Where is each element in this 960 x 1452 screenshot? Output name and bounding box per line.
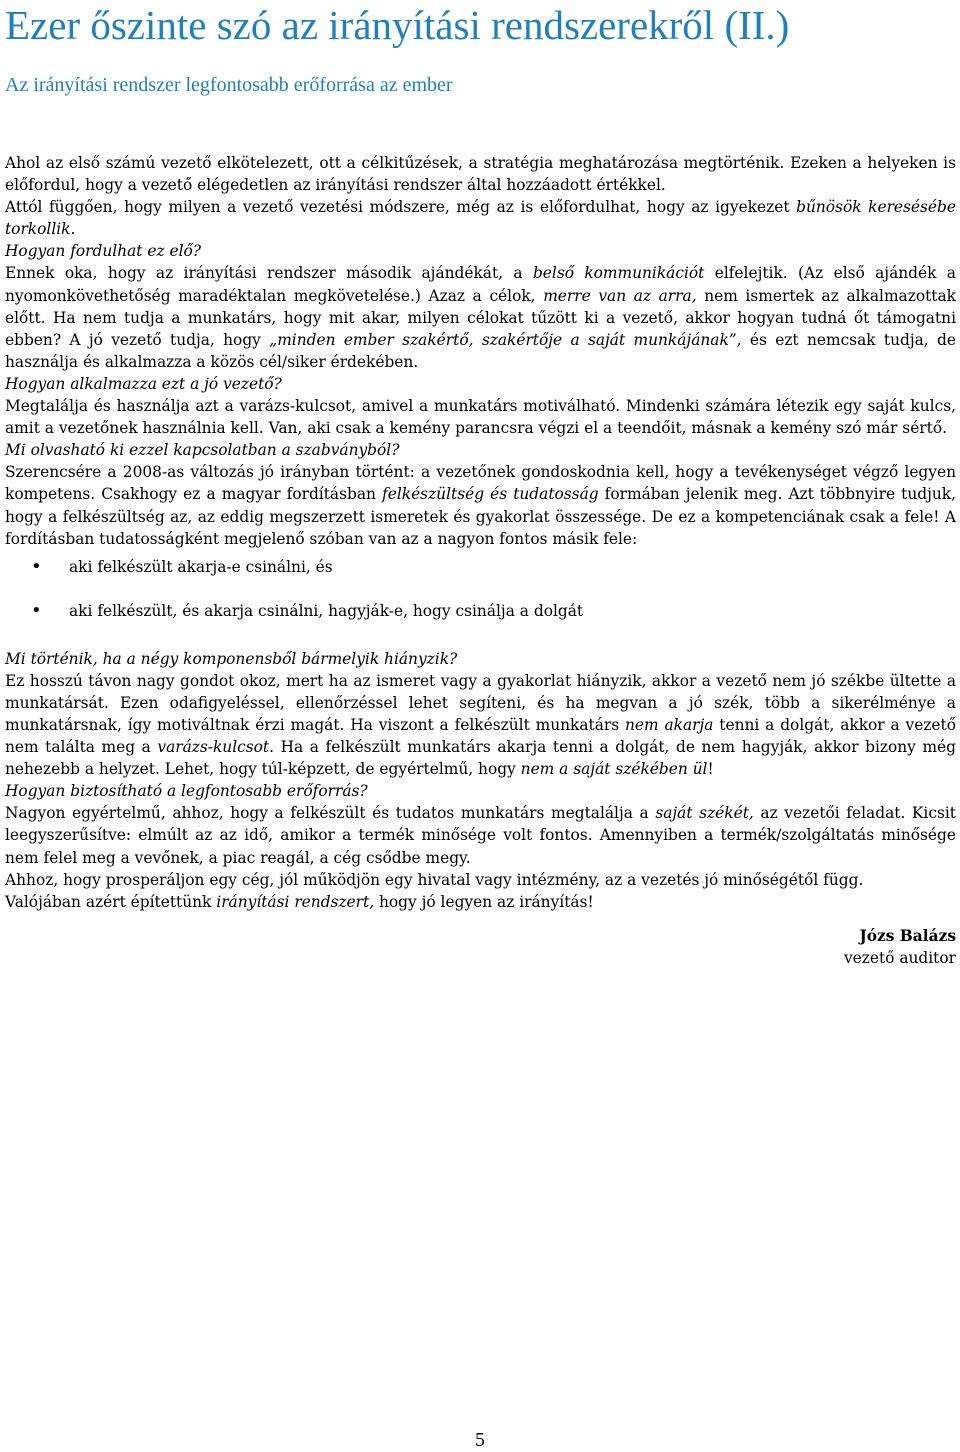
text-run: tenni a dolgát, akkor a vezető nem találta meg a bbox=[5, 715, 956, 757]
text-run: Szerencsére a 2008-as változás jó irányban történt: a vezetőnek gondoskodnia kell, hogy a tevékenységet végző legyen kompetens. Csakhogy ez a magyar fordításban bbox=[5, 463, 956, 504]
text-run: ! bbox=[707, 760, 714, 779]
paragraph-prosperity: Ahhoz, hogy prosperáljon egy cég, jól működjön egy hivatal vagy intézmény, az a vezetés jó minőségétől függ. bbox=[5, 870, 864, 889]
emphasis-text: bűnösök keresésébe torkollik. bbox=[5, 198, 957, 239]
paragraph-method bbox=[5, 196, 956, 240]
text-run: Attól függően, hogy milyen a vezető vezetési módszere, még az is előfordulhat, hogy az igyekezet bbox=[5, 198, 797, 217]
text-run: , és ezt nemcsak tudja, de használja és alkalmazza a közös cél/siker érdekében. bbox=[5, 330, 956, 371]
emphasis-quote: „minden ember szakértő, szakértője a saját munkájának” bbox=[269, 330, 737, 349]
text-run: elfelejtik. (Az első ajándék a nyomonkövethetőség maradéktalan megkövetelése.) Azaz a célok, bbox=[5, 264, 956, 305]
text-run: Ez hosszú távon nagy gondot okoz, mert ha az ismeret vagy a gyakorlat hiányzik, akkor a vezető nem jó székbe ültette a munkatársát. Ezen odafigyeléssel, ellenőrzéssel lehet segíteni, és ha megvan a jó szék, több a sikerélménye a munkatársnak, így motiváltnak érzi magát. Ha viszont a felkészült munkatárs bbox=[5, 671, 956, 734]
signature-block bbox=[5, 925, 956, 969]
emphasis-text: irányítási rendszert, bbox=[216, 892, 375, 911]
author-name: Józs Balázs bbox=[859, 926, 956, 945]
emphasis-text: felkészültség és tudatosság bbox=[382, 485, 599, 504]
question-4: Mi történik, ha a négy komponensből bármelyik hiányzik? bbox=[5, 649, 458, 668]
article-title: Ezer őszinte szó az irányítási rendszerekről (II.) bbox=[5, 2, 790, 48]
text-run: nem ismertek az alkalmazottak előtt. Ha nem tudja a munkatárs, hogy mit akar, milyen célokat tűzött ki a vezető, akkor hogyan tudná őt támogatni ebben? A jó vezető tudja, hogy bbox=[5, 286, 956, 349]
text-run: Valójában azért építettünk bbox=[5, 892, 217, 911]
question-5: Hogyan biztosítható a legfontosabb erőforrás? bbox=[5, 782, 368, 801]
text-run: hogy jó legyen az irányítás! bbox=[374, 892, 594, 911]
question-3: Mi olvasható ki ezzel kapcsolatban a szabványból? bbox=[5, 441, 400, 460]
paragraph-intro: Ahol az első számú vezető elkötelezett, ott a célkitűzések, a stratégia meghatározása megtörténik. Ezeken a helyeken is előfordul, hogy a vezető elégedetlen az irányítási rendszer által hozzáadott értékkel. bbox=[5, 154, 956, 195]
list-item: • aki felkészült akarja-e csinálni, és bbox=[5, 556, 956, 578]
text-run: az vezetői feladat. Kicsit leegyszerűsítve: elmúlt az az idő, amikor a termék minősége volt fontos. Amennyiben a termék/szolgáltatás minősége nem felel meg a vevőnek, a piac reagál, a cég csődbe megy. bbox=[5, 804, 956, 867]
emphasis-text: nem a saját székében ül bbox=[520, 760, 708, 779]
emphasis-text: merre van az arra, bbox=[543, 286, 697, 305]
paragraph-motivation: Megtalálja és használja azt a varázs-kulcsot, amivel a munkatárs motiválható. Mindenki számára létezik egy saját kulcs, amit a vezetőnek használnia kell. Van, aki csak a kemény parancsra végzi el a teendőit, másnak a kemény szó már sértő. bbox=[5, 397, 956, 438]
emphasis-text: varázs-kulcsot. bbox=[157, 738, 275, 757]
text-run: Ha a felkészült munkatárs akarja tenni a dolgát, de nem hagyják, akkor bizony még nehezebb a helyzet. Lehet, hogy túl-képzett, de egyértelmű, hogy bbox=[5, 738, 956, 779]
author-role: vezető auditor bbox=[843, 948, 956, 967]
list-item: • aki felkészült, és akarja csinálni, hagyják-e, hogy csinálja a dolgát bbox=[5, 600, 956, 622]
bullet-list bbox=[5, 556, 956, 622]
text-run: Ennek oka, hogy az irányítási rendszer második ajándékát, a bbox=[5, 264, 533, 283]
question-1: Hogyan fordulhat ez elő? bbox=[5, 242, 202, 261]
article-page bbox=[5, 0, 956, 969]
paragraph-resource bbox=[5, 802, 956, 868]
paragraph-conclusion bbox=[5, 891, 956, 913]
emphasis-text: belső kommunikációt bbox=[532, 264, 705, 283]
question-2: Hogyan alkalmazza ezt a jó vezető? bbox=[5, 374, 282, 393]
emphasis-text: nem akarja bbox=[625, 715, 714, 734]
paragraph-communication bbox=[5, 262, 956, 372]
emphasis-text: saját székét, bbox=[655, 804, 754, 823]
article-body bbox=[5, 152, 956, 969]
page-number: 5 bbox=[475, 1429, 485, 1451]
paragraph-standard bbox=[5, 461, 956, 549]
article-subtitle: Az irányítási rendszer legfontosabb erőforrása az ember bbox=[5, 74, 453, 96]
text-run: Nagyon egyértelmű, ahhoz, hogy a felkészült és tudatos munkatárs megtalálja a bbox=[5, 804, 656, 823]
paragraph-components bbox=[5, 670, 956, 780]
text-run: formában jelenik meg. Azt többnyire tudjuk, hogy a felkészültség az, az eddig megszerzett ismeretek és gyakorlat összessége. De ez a kompetenciának csak a fele! A fordításban tudatosságként megjelenő szóban van az a nagyon fontos másik fele: bbox=[5, 485, 956, 548]
